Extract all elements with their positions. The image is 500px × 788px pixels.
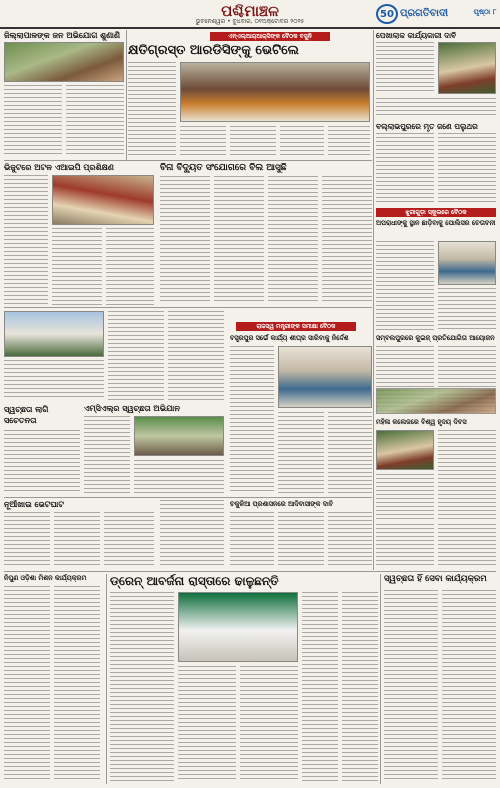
headline-nipun-odisha: ନିପୁଣ ଓଡ଼ିଶା ମିଶନ କାର୍ଯ୍ୟକ୍ରମ [4,574,87,582]
photo-demand-rally [438,42,496,94]
article-body-atal-col2 [52,228,102,305]
article-body-bill-col1 [160,176,210,301]
page-number: ପୃଷ୍ଠା ୮ [473,8,497,16]
photo-quiz [376,388,496,414]
column-divider [380,574,381,784]
headline-nuakhai-bhetghat: ନୂଆଁଖାଇ ଭେଟଘାଟ [4,500,64,509]
headline-bill-without-electricity: ବିନା ବିଦ୍ୟୁତ ସଂଯୋଗରେ ବିଲ ଆସୁଛି [160,163,287,173]
article-body-local-event-col3 [168,311,224,400]
article-body-collector-grievance-col1 [4,85,62,155]
article-body-local-event-col2 [108,311,164,400]
kicker-nlrrc-meeting: ଏନ୍‌ଏଲ୍‌ଆର୍‌ଆର୍‌ସିଙ୍କ ବୈଠକ ବସୁନି [210,32,330,41]
headline-world-heart-day: ମହିଳା କଲେଜରେ ବିଶ୍ୱ ହୃଦୟ ଦିବସ [376,418,467,426]
article-body-heart-day-col2 [376,474,434,520]
brand-name: ପ୍ରଗତିବାଦୀ [400,8,449,19]
article-body-right-filler-col2 [438,524,496,568]
article-body-bill-col2 [214,176,264,301]
article-body-rdc-col5 [328,126,370,158]
article-body-atal-col1 [4,175,48,305]
photo-police-meeting [438,241,496,285]
photo-grievance-hearing [4,42,124,82]
section-divider [4,497,372,498]
article-body-rdc-col3 [230,126,276,158]
headline-demand-implementation: ପେଖାଲାକ କାର୍ଯ୍ୟକାରୀ ଦାବି [376,31,457,40]
headline-drain-garbage: ଡ୍ରେନ୍ ଆବର୍ଜନା ରାସ୍ତାରେ ଢାଳୁଛନ୍ତି [110,574,279,588]
headline-affected-meet-rdc: କ୍ଷତିଗ୍ରସ୍ତ ଆରଡିସିଙ୍କୁ ଭେଟିଲେ [128,43,299,58]
article-body-nuakhai-col3 [104,512,154,568]
headline-quiz-competition: ସମ୍ବଲପୁରରେ କୁଇଜ୍ ପ୍ରତିଯୋଗିତା ଆୟୋଜନ [376,334,495,342]
article-body-survey-col2 [278,412,324,494]
article-body-police-col2 [438,288,496,331]
photo-heart-day [376,430,434,470]
headline-collector-grievance: ଜିଲ୍ଲାପାଳଙ୍କ ଜନ ଅଭିଯୋଗ ଶୁଣାଣି [4,31,121,40]
kicker-revenue-minister-review: ରାଜସ୍ୱ ମନ୍ତ୍ରୀଙ୍କ ସମୀକ୍ଷା ବୈଠକ [236,322,356,331]
article-body-heart-day-col1 [438,430,496,520]
article-body-mcl-col2 [134,460,224,494]
article-body-rdc-col2 [180,126,226,158]
article-body-nuakhai-col4 [160,500,224,568]
column-divider [126,30,127,160]
article-body-police-col1 [376,241,434,331]
photo-local-event [4,311,104,357]
column-divider [373,30,374,570]
headline-mcl-cleanliness-drive: ଏମ୍‌ସିଏଲ୍‌ର ସ୍ୱଚ୍ଛତା ଅଭିଯାନ [84,404,180,413]
article-body-seva-col1 [384,590,438,782]
kicker-jhurigudha-school-meeting: ଝୁରୀଗୁଡ଼ା ସ୍କୁଲରେ ବୈଠକ [376,208,496,217]
article-body-cleanliness [4,430,80,494]
photo-review-meeting [278,346,372,408]
article-body-death-col1 [376,133,434,205]
article-body-nipun-col1 [4,586,50,782]
article-body-survey-col3 [328,412,372,494]
newspaper-masthead-title: ପଶ୍ଚିମାଞ୍ଚଳ [221,2,279,20]
article-body-right-filler-col1 [376,524,434,568]
article-body-tribal-col3 [328,512,372,568]
article-body-bill-col3 [268,176,318,301]
column-divider [106,574,107,784]
article-body-mcl-col1 [84,416,130,494]
masthead-rule [0,27,500,29]
headline-swachhata-hi-seva: ସ୍ୱଚ୍ଛତା ହିଁ ସେବା କାର୍ଯ୍ୟକ୍ରମ [384,574,487,584]
article-body-death-col2 [438,133,496,205]
article-body-rdc-col1 [128,62,176,158]
article-body-tribal-col1 [230,512,274,568]
article-body-seva-col2 [442,590,496,782]
article-body-local-event [4,360,104,400]
photo-atal-training [52,175,154,225]
article-body-tribal-col2 [278,512,324,568]
section-divider [4,307,372,308]
headline-cleanliness-awareness: ସ୍ୱଚ୍ଛତା ଲାଗି ସଚେତନତା [4,405,49,425]
article-body-drain-col1 [110,592,174,782]
article-body-nuakhai-col2 [54,512,100,568]
photo-mcl-drive [134,416,224,456]
article-body-bill-col4 [322,176,372,301]
article-body-drain-col5 [342,592,378,782]
section-divider [4,160,372,161]
article-body-drain-col4 [302,592,338,782]
article-body-collector-grievance-col2 [66,85,124,155]
anniversary-logo-icon: 50 [376,4,398,24]
headline-survey-work-directive: ବସ୍ତ୍ରପୁର ସର୍ଭେ କାର୍ଯ୍ୟ ଶୀଘ୍ର ସାରିବାକୁ ନିର୍ଦ୍ଦେଶ [230,334,349,342]
article-body-demand-col2 [376,98,496,118]
article-body-nuakhai-col1 [4,512,50,568]
article-body-drain-col3 [240,666,298,782]
article-body-drain-col2 [178,666,236,782]
article-body-rdc-col4 [280,126,324,158]
headline-atal-aip-training: ଭିଜୁଟରେ ଅଟଳ ଏଆଇପି ପ୍ରଶିକ୍ଷଣ [4,163,114,172]
article-body-demand-col1 [376,42,434,94]
article-body-nipun-col2 [54,586,100,782]
masthead-dateline: ଭୁବନେଶ୍ୱର • ବୁଧବାର, ୦୧ଅକ୍ଟୋବର ୨୦୨୫ [195,18,305,25]
photo-garbage-truck [178,592,298,662]
article-body-survey-col1 [230,346,274,494]
headline-death-ballabhpur: ବଲ୍ଲାଭପୁରରେ ମୃତ ଜଣେ ପଲୁଥର [376,122,478,131]
section-divider [4,571,496,572]
photo-delegation-rdc [180,62,370,122]
headline-tribal-demand: ଚକୁଳିଆ ପ୍ରଶାସନରେ ଆଦିବାସୀଙ୍କ ଦାବି [230,500,334,508]
headline-police-warning: ଅପରାଧୀଙ୍କୁ ସ୍ଥାନ ଛାଡ଼ିବାକୁ ପୋଲିସର ଚେତାବନୀ [376,219,496,227]
article-body-atal-col3 [106,228,154,305]
